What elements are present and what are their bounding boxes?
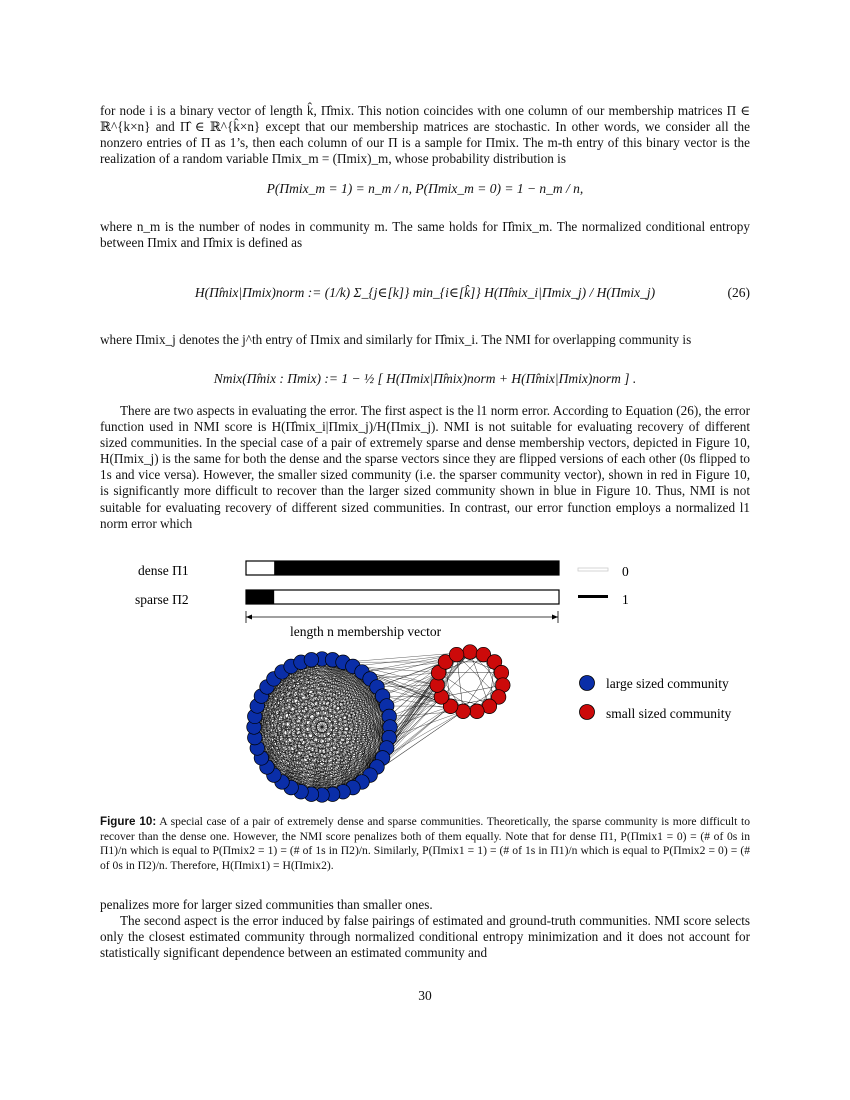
paragraph-intro <box>100 103 750 167</box>
large-community-node <box>304 653 319 668</box>
large-community-label: large sized community <box>606 676 729 691</box>
equation-nmi <box>100 371 750 387</box>
large-community-swatch <box>580 676 595 691</box>
paragraph-where <box>100 219 750 251</box>
paragraph-intro-text: for node i is a binary vector of length k̂, Π̂mix. This notion coincides with one column of our membership matrices Π ∈ ℝ^{k×n} and Π̂ ∈ ℝ^{k̂×n} except that our membership matrices are stochastic. In other words, we consider all the nonzero entries of Π as 1’s, then each column of our Π is a sample for Πmix. The m-th entry of this binary vector is the realization of a random variable Πmix_m = (Πmix)_m, whose probability distribution is <box>100 103 750 167</box>
paragraph-denotes <box>100 332 750 348</box>
sparse-bar-filled <box>246 590 274 604</box>
length-arrow <box>246 611 558 623</box>
equation-nmi-text: Nmix(Π̂mix : Πmix) := 1 − ½ [ H(Πmix|Π̂mix)norm + H(Π̂mix|Πmix)norm ] . <box>213 371 637 386</box>
figure-caption <box>100 815 750 873</box>
legend-zero-swatch <box>578 568 608 571</box>
equation-probability <box>100 181 750 197</box>
paragraph-second-aspect <box>100 913 750 961</box>
sparse-vector-bar <box>246 590 559 604</box>
equation-number: (26) <box>727 285 750 300</box>
paragraph-second-aspect-text: The second aspect is the error induced by false pairings of estimated and ground-truth communities. NMI score selects only the closest estimated community through normalized conditional entropy minimization and it does not account for statistically significant dependence between an estimated community and <box>100 913 750 961</box>
sparse-bar-outline <box>246 590 559 604</box>
small-community-node <box>463 645 478 660</box>
paragraph-aspects-text: There are two aspects in evaluating the error. The first aspect is the l1 norm error. According to Equation (26), the error function used in NMI score is H(Π̂mix_i|Πmix_j)/H(Πmix_j). NMI is not suitable for evaluating recovery of different sized communities. In the special case of a pair of extremely sparse and dense membership vectors, depicted in Figure 10, H(Πmix_j) is the same for both the dense and the sparse vectors since they are flipped versions of each other (0s flipped to 1s and vice versa). However, the smaller sized community (i.e. the sparser community vector), shown in red in Figure 10, is significantly more difficult to recover than the larger sized community shown in blue in Figure 10. Thus, NMI is not suitable for evaluating recovery of different sized communities. In contrast, our error function employs a normalized l1 norm error which <box>100 403 750 531</box>
length-label: length n membership vector <box>290 624 442 639</box>
page-number: 30 <box>418 988 432 1003</box>
paragraph-where-text: where n_m is the number of nodes in community m. The same holds for Π̂mix_m. The normalized conditional entropy between Πmix and Π̂mix is defined as <box>100 219 750 251</box>
figure-10 <box>0 555 850 805</box>
paragraph-penalizes <box>100 897 750 913</box>
dense-bar-filled <box>274 561 559 575</box>
small-community-label: small sized community <box>606 706 732 721</box>
paragraph-aspects <box>100 403 750 532</box>
small-community-node <box>449 647 464 662</box>
equation-probability-text: P(Πmix_m = 1) = n_m / n, P(Πmix_m = 0) = 1 − n_m / n, <box>266 181 584 196</box>
legend-one-swatch <box>578 595 608 598</box>
caption-label: Figure 10: <box>100 815 157 828</box>
sparse-label: sparse Π2 <box>135 592 189 607</box>
small-community-swatch <box>580 705 595 720</box>
small-community-node <box>470 704 485 719</box>
equation-entropy-text: H(Π̂mix|Πmix)norm := (1/k) Σ_{j∈[k]} min_{i∈[k̂]} H(Π̂mix_i|Πmix_j) / H(Πmix_j) <box>194 285 656 300</box>
paragraph-denotes-text: where Πmix_j denotes the j^th entry of Πmix and similarly for Π̂mix_i. The NMI for overlapping community is <box>100 332 692 347</box>
legend-zero-label: 0 <box>622 564 629 579</box>
equation-entropy <box>100 285 750 301</box>
paragraph-penalizes-text: penalizes more for larger sized communities than smaller ones. <box>100 897 433 912</box>
caption-text: A special case of a pair of extremely dense and sparse communities. Theoretically, the sparse community is more difficult to recover than the dense one. However, the NMI score penalizes both of them equally. Note that for dense Π1, P(Πmix1 = 0) = (# of 0s in Π1)/n which is equal to P(Πmix2 = 1) = (# of 1s in Π2)/n. Similarly, P(Πmix1 = 1) = (# of 1s in Π1)/n which is equal to P(Πmix2 = 0) = (# of 0s in Π2)/n. Therefore, H(Πmix1) = H(Πmix2). <box>100 815 751 872</box>
legend-one-label: 1 <box>622 592 629 607</box>
dense-vector-bar <box>246 561 559 575</box>
dense-label: dense Π1 <box>138 563 189 578</box>
